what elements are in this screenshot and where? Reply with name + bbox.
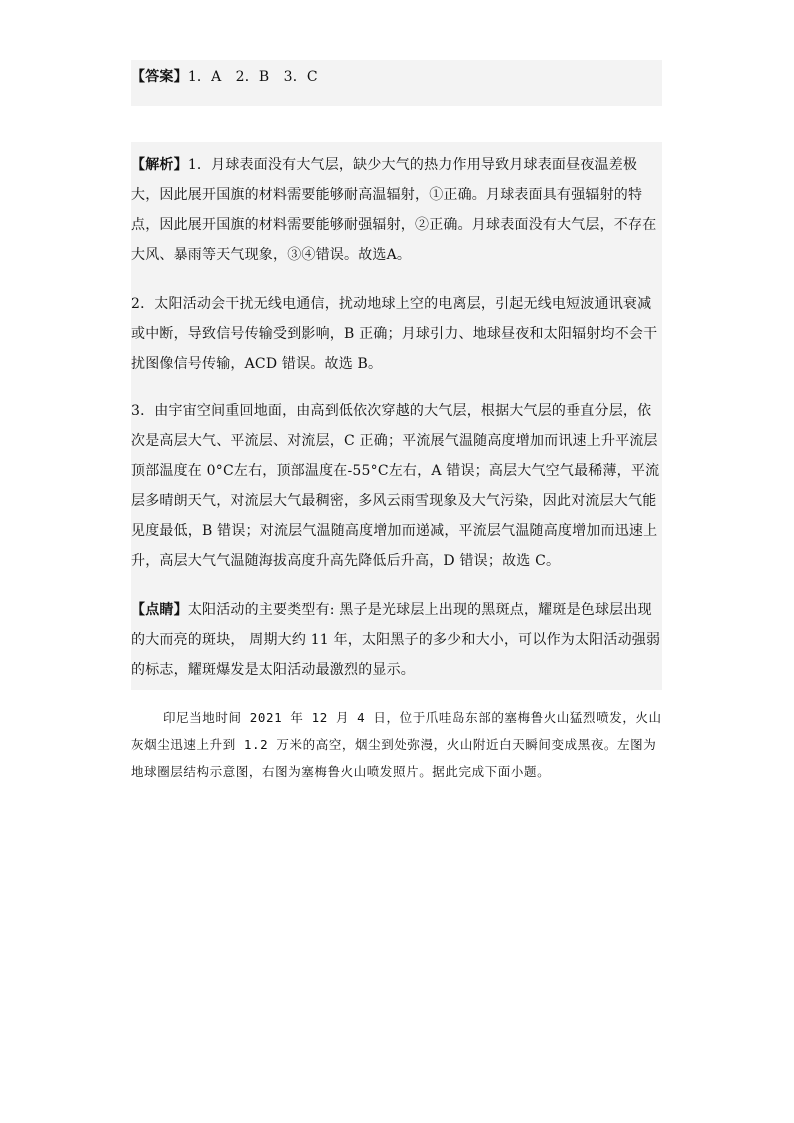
analysis-p1-text: 1．月球表面没有大气层，缺少大气的热力作用导致月球表面昼夜温差极大，因此展开国旗的材料需要能够耐高温辐射，①正确。月球表面具有强辐射的特点，因此展开国旗的材料需要能够耐强辐射，②正确。月球表面没有大气层，不存在大风、暴雨等天气现象，③④错误。故选A。 (131, 157, 657, 263)
answer-text: 1．A 2．B 3．C (187, 69, 318, 85)
analysis-paragraph-3 (131, 396, 662, 576)
analysis-paragraph-2 (131, 289, 662, 379)
tip-tag: 【点睛】 (131, 602, 188, 618)
analysis-p2-text: 2．太阳活动会干扰无线电通信，扰动地球上空的电离层，引起无线电短波通讯衰减或中断，导致信号传输受到影响，B 正确；月球引力、地球昼夜和太阳辐射均不会干扰图像信号传输，ACD 错误。故选 B。 (131, 296, 658, 372)
question-intro-text: 印尼当地时间 2021 年 12 月 4 日，位于爪哇岛东部的塞梅鲁火山猛烈喷发，火山灰烟尘迅速上升到 1.2 万米的高空，烟尘到处弥漫，火山附近白天瞬间变成黑夜。左图为地球圈层结构示意图，右图为塞梅鲁火山喷发照片。据此完成下面小题。 (131, 710, 662, 779)
answer-line (131, 62, 662, 92)
question-intro (131, 704, 662, 785)
analysis-paragraph-1 (131, 150, 662, 270)
answer-tag: 【答案】 (131, 69, 188, 85)
analysis-p3-text: 3．由宇宙空间重回地面，由高到低依次穿越的大气层，根据大气层的垂直分层，依次是高层大气、平流层、对流层，C 正确；平流展气温随高度增加而讯速上升平流层顶部温度在 0°C左右，顶部温度在-55°C左右，A 错误；高层大气空气最稀薄，平流层多晴朗天气，对流层大气最稠密，多风云雨雪现象及大气污染，因此对流层大气能见度最低，B 错误；对流层气温随高度增加而递减，平流层气温随高度增加而迅速上升，高层大气气温随海拔高度升高先降低后升高，D 错误；故选 C。 (131, 403, 660, 569)
tip-paragraph (131, 595, 662, 685)
tip-text: 太阳活动的主要类型有: 黑子是光球层上出现的黑斑点，耀斑是色球层出现的大而亮的斑块， 周期大约 11 年，太阳黑子的多少和大小，可以作为太阳活动强弱的标志，耀斑爆发是太阳活动最激烈的显示。 (131, 602, 661, 678)
analysis-tag: 【解析】 (131, 157, 188, 173)
